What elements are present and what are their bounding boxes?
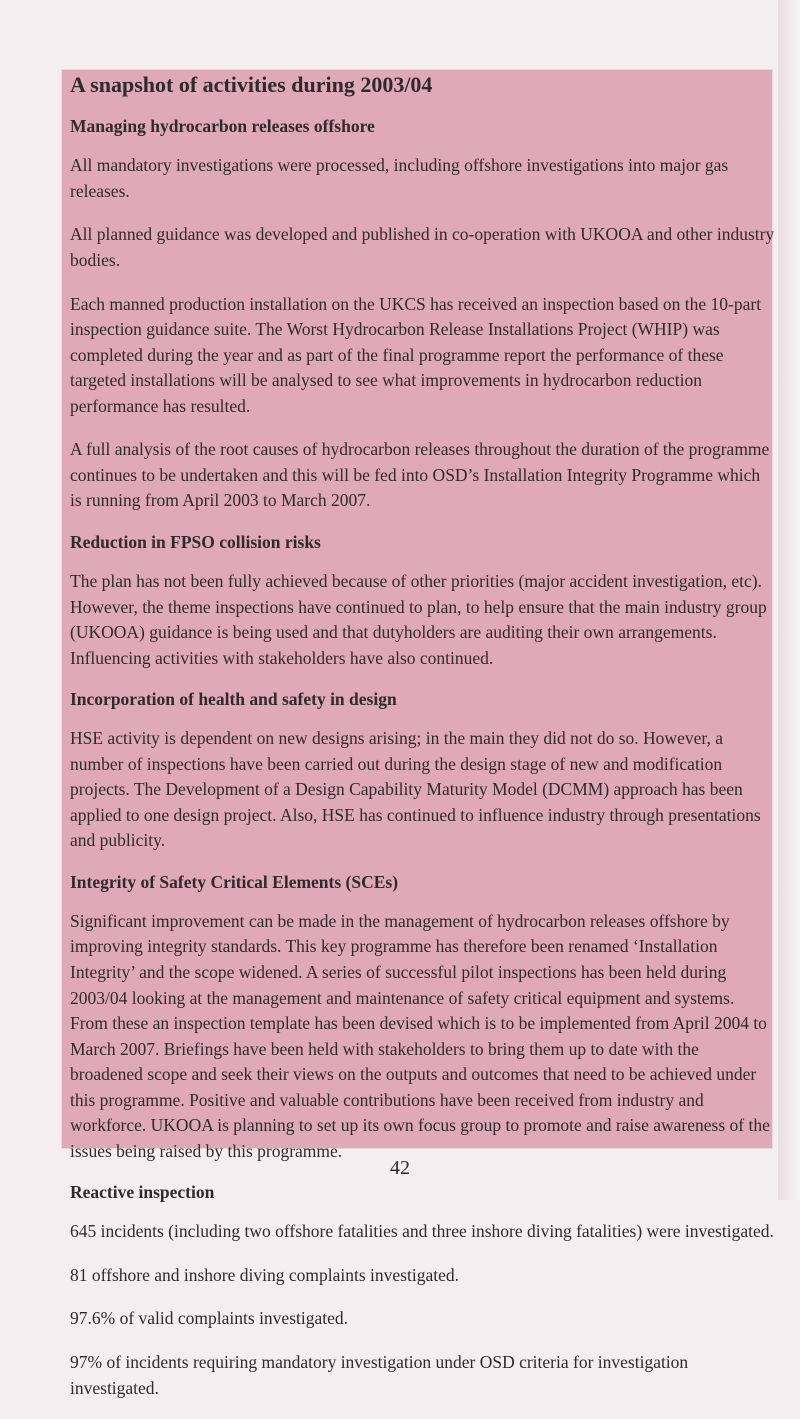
- page-edge: [778, 0, 800, 1200]
- section-heading: Integrity of Safety Critical Elements (SCEs): [70, 871, 399, 892]
- paragraph: 97% of incidents requiring mandatory investigation under OSD criteria for investigation investigated.: [70, 1351, 689, 1398]
- paragraph: Each manned production installation on the UKCS has received an inspection based on the 10-part inspection guidance suite. The Worst Hydrocarbon Release Installations Project (WHIP) was completed during the year and as part of the final programme report the performance of these targeted installations will be analysed to see what improvements in hydrocarbon reduction performance has resulted.: [70, 293, 762, 416]
- paragraph: All planned guidance was developed and published in co-operation with UKOOA and other industry bodies.: [70, 224, 775, 271]
- paragraph: All mandatory investigations were processed, including offshore investigations into major gas releases.: [70, 155, 729, 201]
- paragraph: 81 offshore and inshore diving complaints investigated.: [70, 1264, 459, 1285]
- paragraph: 645 incidents (including two offshore fatalities and three inshore diving fatalities) were investigated.: [70, 1221, 774, 1242]
- paragraph: The plan has not been fully achieved because of other priorities (major accident investigation, etc). However, the theme inspections have continued to plan, to help ensure that the main industry group (UKOOA) guidance is being used and that dutyholders are auditing their own arrangements. Influencing activities with stakeholders have also continued.: [70, 570, 767, 668]
- paragraph: Significant improvement can be made in the management of hydrocarbon releases offshore by improving integrity standards. This key programme has therefore been renamed ‘Installation Integrity’ and the scope widened. A series of successful pilot inspections has been held during 2003/04 looking at the management and maintenance of safety critical equipment and systems. From these an inspection template has been devised which is to be implemented from April 2004 to March 2007. Briefings have been held with stakeholders to bring them up to date with the broadened scope and seek their views on the outputs and outcomes that need to be achieved under this programme. Positive and valuable contributions have been received from industry and workforce. UKOOA is planning to set up its own focus group to promote and raise awareness of the issues being raised by this programme.: [70, 910, 770, 1161]
- paragraph: 97.6% of valid complaints investigated.: [70, 1308, 349, 1329]
- paragraph: HSE activity is dependent on new designs arising; in the main they did not do so. However, a number of inspections have been carried out during the design stage of new and modification projects. The Development of a Design Capability Maturity Model (DCMM) approach has been applied to one design project. Also, HSE has continued to influence industry through presentations and publicity.: [70, 728, 761, 851]
- paragraph: A full analysis of the root causes of hydrocarbon releases throughout the duration of the programme continues to be undertaken and this will be fed into OSD’s Installation Integrity Programme which is running from April 2003 to March 2007.: [70, 439, 770, 511]
- page-title: A snapshot of activities during 2003/04: [70, 72, 433, 97]
- section-heading: Managing hydrocarbon releases offshore: [70, 116, 375, 137]
- document-body: [70, 72, 775, 1419]
- section-heading: Reactive inspection: [70, 1182, 215, 1203]
- page-number: 42: [390, 1157, 410, 1179]
- section-heading: Incorporation of health and safety in design: [70, 689, 397, 710]
- section-heading: Reduction in FPSO collision risks: [70, 531, 321, 552]
